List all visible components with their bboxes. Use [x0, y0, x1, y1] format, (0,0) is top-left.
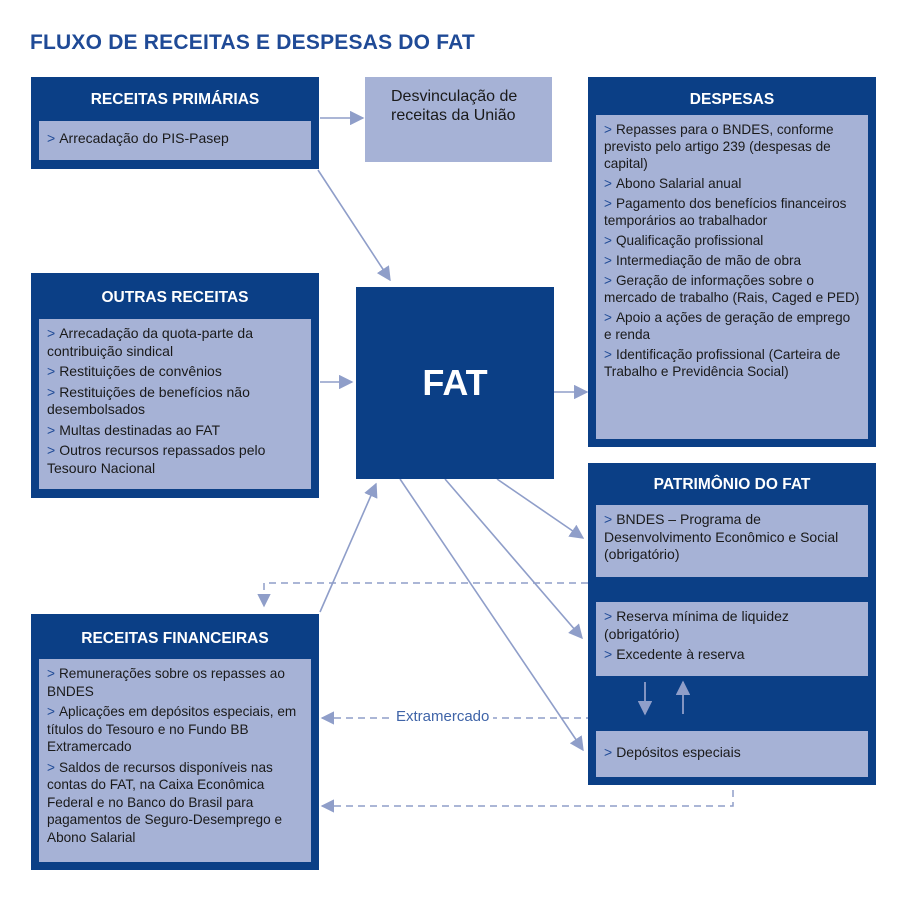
- receitas-financeiras-panel: [31, 614, 319, 870]
- list-item: > Intermediação de mão de obra: [604, 253, 802, 268]
- list-item: > Arrecadação do PIS-Pasep: [47, 130, 229, 146]
- list-item: > Excedente à reserva: [604, 646, 745, 662]
- list-item: > BNDES – Programa de Desenvolvimento Econômico e Social (obrigatório): [604, 511, 839, 562]
- list-item: > Identificação profissional (Carteira de Trabalho e Previdência Social): [604, 347, 841, 379]
- arrow-financeiras-to-fat: [320, 484, 376, 612]
- despesas-heading: DESPESAS: [689, 91, 775, 108]
- list-item: > Multas destinadas ao FAT: [47, 421, 221, 438]
- patrimonio-bndes-box: [596, 505, 868, 577]
- arrow-fat-to-bndes: [497, 479, 583, 538]
- despesas-panel: [588, 77, 876, 447]
- list-item: > Restituições de convênios: [47, 363, 222, 379]
- list-item: > Arrecadação da quota-parte da contribuição sindical: [47, 325, 253, 359]
- extramercado-label: Extramercado: [392, 708, 493, 725]
- list-item: > Qualificação profissional: [604, 233, 764, 248]
- outras-receitas-list: [39, 319, 311, 489]
- list-item: > Geração de informações sobre o mercado de trabalho (Rais, Caged e PED): [604, 273, 860, 305]
- receitas-primarias-list: [39, 121, 311, 160]
- list-item: > Restituições de benefícios não desembolsados: [47, 383, 250, 417]
- patrimonio-heading: PATRIMÔNIO DO FAT: [653, 476, 811, 493]
- list-item: > Repasses para o BNDES, conforme previsto pelo artigo 239 (despesas de capital): [604, 122, 834, 171]
- arrow-primarias-to-fat: [318, 170, 390, 280]
- list-item: > Apoio a ações de geração de emprego e renda: [604, 310, 851, 342]
- list-item: > Abono Salarial anual: [604, 176, 742, 191]
- receitas-primarias-panel: [31, 77, 319, 169]
- arrow-fat-to-reserva: [445, 479, 582, 638]
- outras-receitas-panel: [31, 273, 319, 498]
- outras-receitas-heading: OUTRAS RECEITAS: [101, 289, 249, 306]
- list-item: > Outros recursos repassados pelo Tesouro Nacional: [47, 442, 266, 476]
- receitas-primarias-heading: RECEITAS PRIMÁRIAS: [90, 91, 260, 108]
- patrimonio-panel: [588, 463, 876, 785]
- fat-center-box: FAT: [356, 287, 554, 479]
- despesas-list: [596, 115, 868, 439]
- patrimonio-reserva-box: [596, 602, 868, 676]
- list-item: > Saldos de recursos disponíveis nas contas do FAT, na Caixa Econômica Federal e no Banco do Brasil para pagamentos de Seguro-Desemprego e Abono Salarial: [47, 759, 283, 845]
- receitas-financeiras-heading: RECEITAS FINANCEIRAS: [81, 630, 269, 647]
- list-item: > Pagamento dos benefícios financeiros temporários ao trabalhador: [604, 196, 847, 228]
- list-item: > Remunerações sobre os repasses ao BNDES: [47, 666, 285, 699]
- receitas-financeiras-list: [39, 659, 311, 862]
- list-item: > Reserva mínima de liquidez (obrigatório): [604, 608, 789, 642]
- patrimonio-depositos-box: [596, 731, 868, 777]
- list-item: > Aplicações em depósitos especiais, em títulos do Tesouro e no Fundo BB Extramercado: [47, 704, 297, 754]
- list-item: > Depósitos especiais: [604, 744, 741, 760]
- desvinculacao-box: Desvinculação de receitas da União: [365, 77, 552, 162]
- diagram-title: FLUXO DE RECEITAS E DESPESAS DO FAT: [30, 31, 475, 54]
